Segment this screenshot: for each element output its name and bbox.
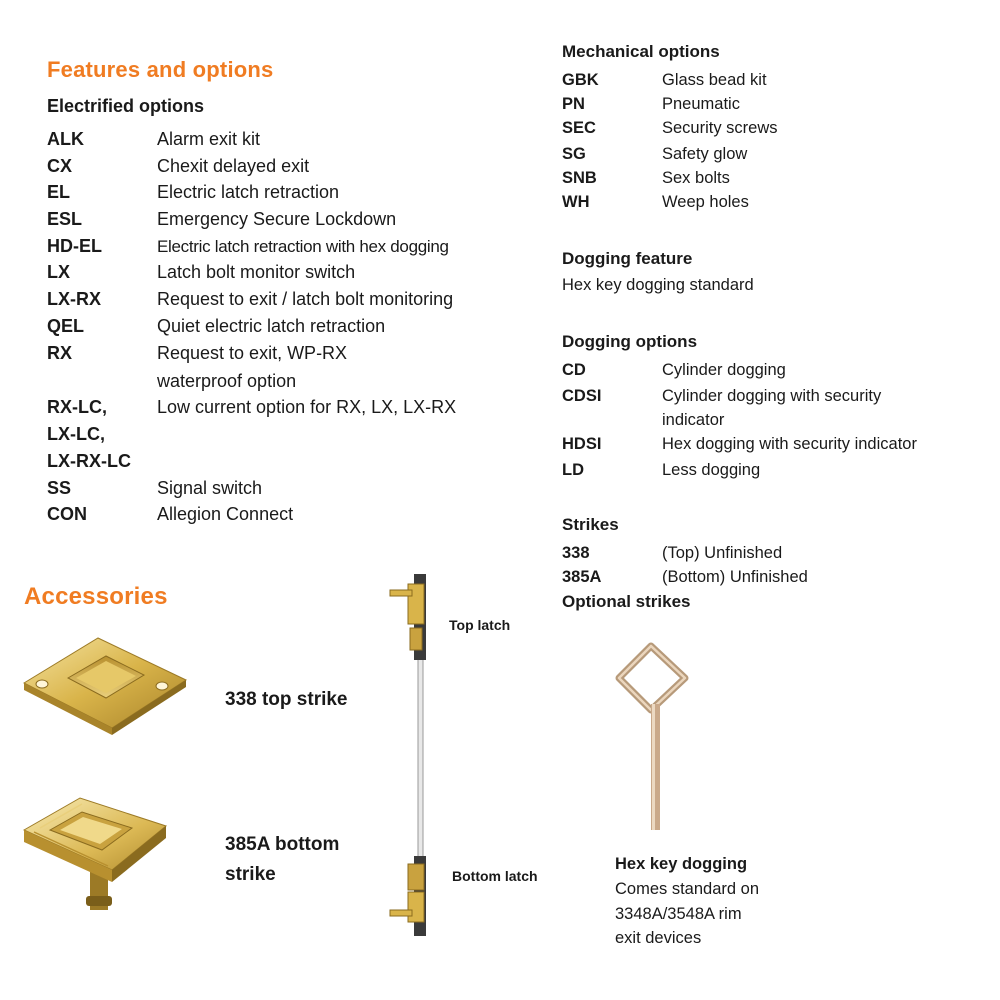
bottom-strike-caption-line2: strike — [225, 864, 276, 885]
hex-key-line2: 3348A/3548A rim — [615, 905, 742, 923]
electrified-heading: Electrified options — [47, 96, 205, 116]
option-desc: Electric latch retraction with hex dogging — [157, 237, 449, 256]
option-code: WH — [562, 193, 590, 211]
hex-key-line3: exit devices — [615, 929, 702, 947]
option-code: LD — [562, 461, 584, 479]
dogging-options-heading: Dogging options — [562, 332, 698, 351]
accessories-title: Accessories — [24, 583, 168, 610]
mechanical-heading: Mechanical options — [562, 42, 720, 61]
option-code: EL — [47, 182, 71, 202]
option-desc: Request to exit / latch bolt monitoring — [157, 289, 454, 309]
option-code: QEL — [47, 316, 85, 336]
option-desc: indicator — [662, 411, 725, 429]
option-code: SNB — [562, 169, 597, 187]
option-desc: Pneumatic — [662, 95, 740, 113]
top-strike-image — [20, 628, 190, 738]
option-code: LX-LC, — [47, 424, 105, 444]
option-code: PN — [562, 95, 585, 113]
option-desc: Cylinder dogging with security — [662, 387, 882, 405]
bottom-latch-label: Bottom latch — [452, 868, 538, 884]
hex-key-line1: Comes standard on — [615, 880, 759, 898]
option-code: SS — [47, 478, 72, 498]
option-code: LX-RX-LC — [47, 451, 131, 471]
dogging-feature-text: Hex key dogging standard — [562, 276, 754, 294]
option-desc: Quiet electric latch retraction — [157, 316, 386, 336]
option-desc: Sex bolts — [662, 169, 730, 187]
option-code: HDSI — [562, 435, 602, 453]
option-desc: Emergency Secure Lockdown — [157, 209, 397, 229]
option-code: 338 — [562, 544, 590, 562]
option-code: HD-EL — [47, 236, 102, 256]
option-desc: Cylinder dogging — [662, 361, 786, 379]
option-code: CX — [47, 156, 73, 176]
top-latch-label: Top latch — [449, 617, 511, 633]
option-code: SEC — [562, 119, 596, 137]
bottom-strike-image — [20, 790, 170, 920]
option-desc: Electric latch retraction — [157, 182, 340, 202]
option-code: ALK — [47, 129, 84, 149]
optional-strikes-heading: Optional strikes — [562, 592, 691, 611]
option-code: CD — [562, 361, 586, 379]
option-desc: (Top) Unfinished — [662, 544, 783, 562]
vertical-rod-image — [380, 570, 450, 940]
option-desc: Alarm exit kit — [157, 129, 261, 149]
option-desc: waterproof option — [157, 371, 297, 391]
top-strike-caption: 338 top strike — [225, 689, 348, 710]
bottom-strike-caption-line1: 385A bottom — [225, 834, 340, 855]
option-code: LX — [47, 262, 71, 282]
option-desc: Request to exit, WP-RX — [157, 343, 348, 363]
option-code: RX-LC, — [47, 397, 107, 417]
option-desc: Low current option for RX, LX, LX-RX — [157, 397, 457, 417]
option-desc: (Bottom) Unfinished — [662, 568, 808, 586]
option-desc: Allegion Connect — [157, 504, 294, 524]
option-desc: Less dogging — [662, 461, 761, 479]
option-desc: Glass bead kit — [662, 71, 767, 89]
option-desc: Latch bolt monitor switch — [157, 262, 356, 282]
option-code: CDSI — [562, 387, 602, 405]
dogging-feature-heading: Dogging feature — [562, 249, 693, 268]
hex-key-image — [605, 640, 695, 840]
strikes-heading: Strikes — [562, 515, 619, 534]
option-desc: Chexit delayed exit — [157, 156, 310, 176]
option-code: GBK — [562, 71, 599, 89]
hex-key-title: Hex key dogging — [615, 855, 748, 873]
option-desc: Security screws — [662, 119, 778, 137]
option-code: ESL — [47, 209, 83, 229]
option-code: SG — [562, 145, 586, 163]
option-desc: Safety glow — [662, 145, 748, 163]
option-code: LX-RX — [47, 289, 101, 309]
option-code: RX — [47, 343, 73, 363]
option-code: 385A — [562, 568, 602, 586]
option-desc: Weep holes — [662, 193, 749, 211]
option-code: CON — [47, 504, 87, 524]
option-desc: Hex dogging with security indicator — [662, 435, 917, 453]
option-desc: Signal switch — [157, 478, 263, 498]
features-title: Features and options — [47, 57, 274, 82]
